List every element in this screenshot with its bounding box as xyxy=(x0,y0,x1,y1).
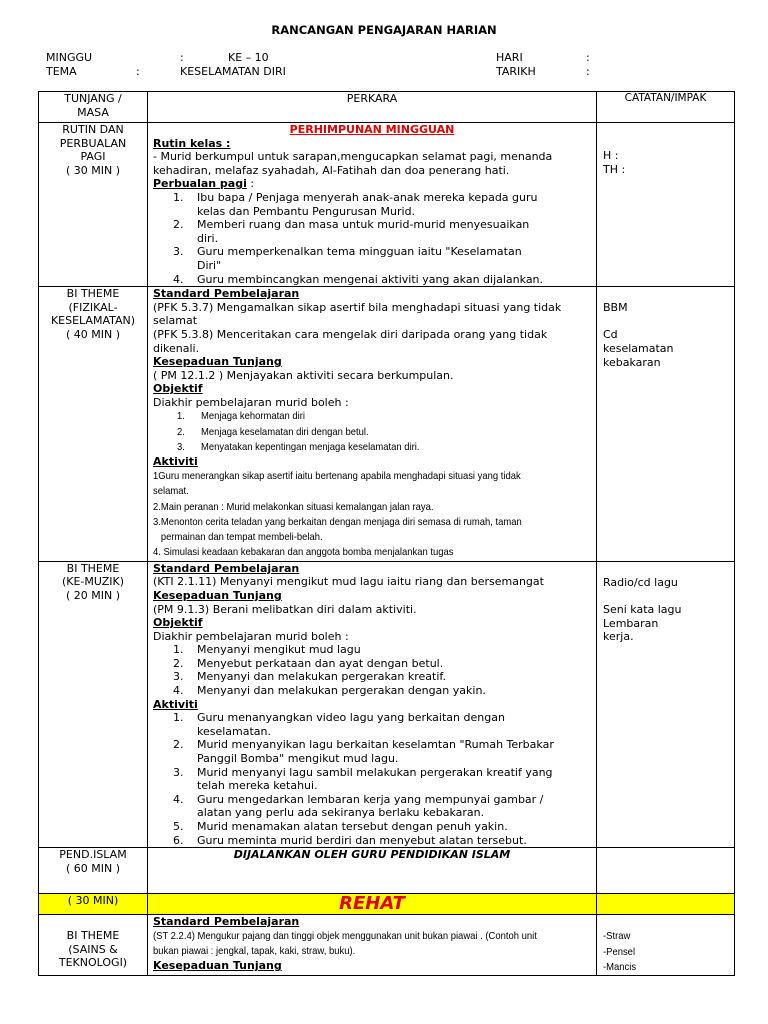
document-title: RANCANGAN PENGAJARAN HARIAN xyxy=(271,23,497,37)
perkara-cell: Standard Pembelajaran (KTI 2.1.11) Menyanyi mengikut mud lagu iaitu riang dan bersemangat Kesepaduan Tunjang (PM 9.1.3) Berani melibatkan diri dalam aktiviti. Objektif Diakhir pembelajaran murid boleh : 1. Menyanyi mengikut mud lagu 2. Menyebut perkataan dan ayat dengan betul. 3. Menyanyi dan melakukan pergerakan kreatif. 4. Menyanyi dan melakukan pergerakan dengan yakin. Aktiviti 1. Guru menanyangkan video lagu yang berkaitan dengan keselamatan. 2. Murid menyanyikan lagu berkaitan keselamtan "Rumah Terbakar Panggil Bomba" mengikut mud lagu. 3. Murid menyanyi lagu sambil melakukan pergerakan kreatif yang telah mereka ketahui. 4. Guru mengedarkan lembaran kerja yang mempunyai gambar / alatan yang perlu ada sekiranya berlaku kebakaran. 5. Murid menamakan alatan tersebut dengan penuh yakin. 6. Guru meminta murid berdiri dan menyebut alatan tersebut. xyxy=(148,561,597,847)
list-item: 5. Murid menamakan alatan tersebut dengan penuh yakin. xyxy=(173,820,508,834)
section-heading: Rutin kelas : xyxy=(153,136,231,150)
section-heading: Standard Pembelajaran xyxy=(153,915,300,929)
rehat-label: REHAT xyxy=(148,894,597,915)
masa-cell: RUTIN DAN PERBUALAN PAGI ( 30 MIN ) xyxy=(39,123,148,287)
lesson-plan-table xyxy=(38,91,735,976)
section-heading: Objektif xyxy=(153,616,203,630)
list-item: 1. Guru menanyangkan video lagu yang berkaitan dengan keselamatan. xyxy=(173,711,505,738)
section-heading: Kesepaduan Tunjang xyxy=(153,588,282,602)
list-item: 6. Guru meminta murid berdiri dan menyebut alatan tersebut. xyxy=(173,833,527,847)
tarikh-colon: : xyxy=(586,65,590,78)
minggu-colon: : xyxy=(180,51,184,64)
masa-cell: BI THEME (KE-MUZIK) ( 20 MIN ) xyxy=(39,561,148,847)
hari-label: HARI xyxy=(496,51,523,64)
event-title: PERHIMPUNAN MINGGUAN xyxy=(289,123,455,136)
catatan-cell: BBM Cd keselamatan kebakaran xyxy=(597,287,735,562)
perkara-cell: Standard Pembelajaran (ST 2.2.4) Mengukur pajang dan tinggi objek menggunakan unit bukan piawai . (Contoh unit bukan piawai : jengkal, tapak, kaki, straw, buku). Kesepaduan Tunjang xyxy=(148,915,597,976)
masa-cell: PEND.ISLAM ( 60 MIN ) xyxy=(39,848,148,894)
catatan-cell: -Straw -Pensel -Mancis xyxy=(597,915,735,976)
masa-cell: BI THEME (FIZIKAL- KESELAMATAN) ( 40 MIN ) xyxy=(39,287,148,562)
col-header-catatan: CATATAN/IMPAK xyxy=(597,92,735,123)
perkara-cell: Standard Pembelajaran (PFK 5.3.7) Mengamalkan sikap asertif bila menghadapi situasi yang tidak selamat (PFK 5.3.8) Menceritakan cara mengelak diri daripada orang yang tidak dikenali. Kesepaduan Tunjang ( PM 12.1.2 ) Menjayakan aktiviti secara berkumpulan. Objektif Diakhir pembelajaran murid boleh : 1. Menjaga kehormatan diri 2. Menjaga keselamatan diri dengan betul. 3. Menyatakan kepentingan menjaga keselamatan diri. Aktiviti 1Guru menerangkan sikap asertif iaitu bertenang apabila menghadapi situasi yang tidak selamat. 2.Main peranan : Murid melakonkan situasi kemalangan jalan raya. 3.Menonton cerita teladan yang berkaitan dengan menjaga diri semasa di rumah, taman permainan dan tempat membeli-belah. 4. Simulasi keadaan kebakaran dan anggota bomba menjalankan tugas xyxy=(148,287,597,562)
list-item: 1. Menyanyi mengikut mud lagu xyxy=(173,643,361,657)
table-row xyxy=(39,915,735,976)
list-item: 3. Menyatakan kepentingan menjaga keselamatan diri. xyxy=(177,441,420,454)
tarikh-label: TARIKH xyxy=(496,65,536,78)
catatan-cell xyxy=(597,848,735,894)
tema-colon: : xyxy=(136,65,140,78)
list-item: 1. Menjaga kehormatan diri xyxy=(177,410,306,423)
catatan-cell xyxy=(597,894,735,915)
section-heading: Standard Pembelajaran xyxy=(153,561,300,575)
list-item: 2. Menjaga keselamatan diri dengan betul. xyxy=(177,425,369,438)
catatan-cell: Radio/cd lagu Seni kata lagu Lembaran kerja. xyxy=(597,561,735,847)
col-header-tunjang: TUNJANG / MASA xyxy=(39,92,148,123)
list-item: 3. Murid menyanyi lagu sambil melakukan pergerakan kreatif yang telah mereka ketahui. xyxy=(173,765,553,793)
perkara-cell: PERHIMPUNAN MINGGUAN Rutin kelas : - Murid berkumpul untuk sarapan,mengucapkan selamat pagi, menanda kehadiran, melafaz syahadah, Al-Fatihah dan doa penerang hati. Perbualan pagi : 1. Ibu bapa / Penjaga menyerah anak-anak mereka kepada guru kelas dan Pembantu Pengurusan Murid. 2. Memberi ruang dan masa untuk murid-murid menyesuaikan diri. 3. Guru memperkenalkan tema mingguan iaitu "Keselamatan Diri" 4. Guru membincangkan mengenai aktiviti yang akan dijalankan. xyxy=(148,123,597,287)
table-row xyxy=(39,561,735,847)
section-heading: Aktiviti xyxy=(153,455,198,469)
section-heading: Aktiviti xyxy=(153,697,198,711)
section-heading: Kesepaduan Tunjang xyxy=(153,959,282,973)
list-item: 2. Memberi ruang dan masa untuk murid-murid menyesuaikan diri. xyxy=(173,218,530,245)
section-heading: Objektif xyxy=(153,382,203,396)
pend-islam-note: DIJALANKAN OLEH GURU PENDIDIKAN ISLAM xyxy=(148,848,597,894)
list-item: 4. Guru mengedarkan lembaran kerja yang mempunyai gambar / alatan yang perlu ada sekiranya berlaku kebakaran. xyxy=(173,792,544,820)
list-item: 2. Menyebut perkataan dan ayat dengan betul. xyxy=(173,656,444,670)
table-row xyxy=(39,123,735,287)
section-heading: Perbualan pagi xyxy=(153,177,247,191)
table-row xyxy=(39,287,735,562)
table-row xyxy=(39,848,735,894)
section-heading: Standard Pembelajaran xyxy=(153,287,300,301)
minggu-label: MINGGU xyxy=(46,51,93,64)
tema-label: TEMA xyxy=(46,65,77,78)
minggu-value: KE – 10 xyxy=(228,51,269,64)
list-item: 3. Menyanyi dan melakukan pergerakan kreatif. xyxy=(173,670,446,684)
list-item: 3. Guru memperkenalkan tema mingguan iaitu "Keselamatan Diri" xyxy=(173,245,522,272)
hari-colon: : xyxy=(586,51,590,64)
tema-value: KESELAMATAN DIRI xyxy=(180,65,286,78)
table-header-row xyxy=(39,92,735,123)
list-item: 4. Menyanyi dan melakukan pergerakan dengan yakin. xyxy=(173,684,486,698)
col-header-perkara: PERKARA xyxy=(148,92,597,123)
rehat-row xyxy=(39,894,735,915)
section-heading: Kesepaduan Tunjang xyxy=(153,355,282,369)
list-item: 2. Murid menyanyikan lagu berkaitan keselamtan "Rumah Terbakar Panggil Bomba" mengikut mud lagu. xyxy=(173,738,554,766)
masa-cell: BI THEME (SAINS & TEKNOLOGI) xyxy=(39,915,148,976)
catatan-cell: H : TH : xyxy=(597,123,735,287)
list-item: 1. Ibu bapa / Penjaga menyerah anak-anak mereka kepada guru kelas dan Pembantu Pengurusan Murid. xyxy=(173,190,538,218)
list-item: 4. Guru membincangkan mengenai aktiviti yang akan dijalankan. xyxy=(173,272,544,286)
masa-cell: ( 30 MIN) xyxy=(39,894,148,915)
